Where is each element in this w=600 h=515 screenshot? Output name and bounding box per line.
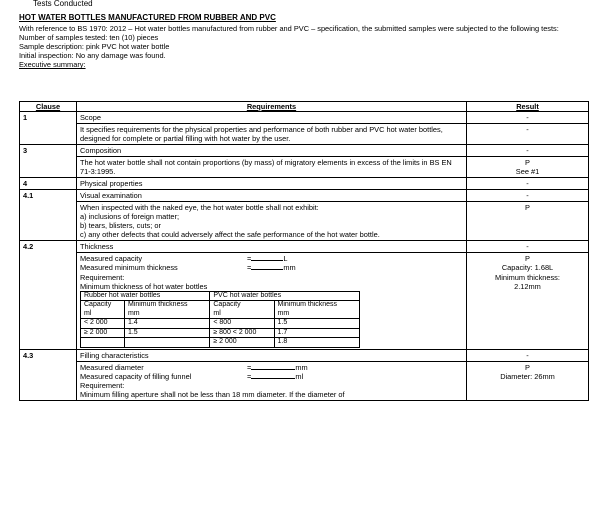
measured-diameter-line [80, 363, 463, 372]
measured-thickness-label: Measured minimum thickness [80, 263, 178, 273]
clause-cell: 1 [20, 112, 77, 145]
result-cell: - [467, 349, 589, 361]
result-cell [467, 253, 589, 349]
result-thickness-label: Minimum thickness: [495, 272, 560, 282]
table-row [20, 253, 589, 349]
table-cell: 1.5 [274, 319, 359, 329]
table-cell: ≥ 2 000 [210, 338, 274, 348]
unit-label: ml [295, 371, 304, 381]
clause-cell: 4.2 [20, 241, 77, 349]
table-cell: < 800 [210, 319, 274, 329]
visual-item-a: a) inclusions of foreign matter; [80, 212, 179, 222]
clause-cell: 4.1 [20, 190, 77, 241]
capacity-col-header [81, 301, 125, 319]
requirement-heading: Scope [77, 112, 467, 124]
table-cell: 1.7 [274, 328, 359, 338]
measured-diameter-label: Measured diameter [80, 362, 144, 372]
equals-sign: = [247, 371, 252, 381]
table-cell [124, 338, 209, 348]
document-title: HOT WATER BOTTLES MANUFACTURED FROM RUBBER AND PVC [19, 13, 276, 22]
unit-label: L [283, 254, 288, 264]
table-row [81, 338, 360, 348]
requirement-heading: Filling characteristics [77, 349, 467, 361]
measured-funnel-line [80, 372, 463, 381]
blank-line [251, 254, 283, 261]
thickness-table [80, 291, 360, 348]
table-row [81, 328, 360, 338]
requirement-text [77, 253, 467, 349]
visual-item-c: c) any other defects that could adversely affect the safe performance of the hot water bottle. [80, 230, 380, 240]
table-row [20, 178, 589, 190]
capacity-label: Capacity [213, 301, 241, 309]
clause-cell: 3 [20, 145, 77, 178]
result-thickness-value: 2.12mm [514, 281, 541, 291]
table-row [20, 157, 589, 178]
table-row [20, 112, 589, 124]
table-cell: 1.8 [274, 338, 359, 348]
table-row [20, 361, 589, 400]
rubber-header: Rubber hot water bottles [81, 291, 210, 301]
table-row [20, 124, 589, 145]
table-cell [81, 338, 125, 348]
measured-capacity-label: Measured capacity [80, 254, 143, 264]
thickness-label: Minimum thickness [277, 301, 338, 309]
unit-label: mm [283, 263, 296, 273]
inspection-text: Initial inspection: No any damage was found. [19, 51, 166, 61]
blank-line [251, 263, 283, 270]
requirement-label: Requirement: [80, 272, 125, 282]
requirement-heading: Composition [77, 145, 467, 157]
table-row [20, 145, 589, 157]
equals-sign: = [247, 362, 252, 372]
table-cell: ≥ 800 < 2 000 [210, 328, 274, 338]
table-row [20, 241, 589, 253]
measured-capacity-line [80, 254, 463, 263]
mm-unit: mm [127, 309, 140, 317]
table-header-row [20, 102, 589, 112]
result-pass: P [525, 158, 530, 168]
blank-line [251, 372, 295, 379]
result-capacity: Capacity: 1.68L [501, 263, 554, 273]
executive-summary-label: Executive summary: [19, 60, 86, 70]
result-cell: - [467, 190, 589, 202]
requirements-table [19, 101, 589, 401]
result-cell [467, 361, 589, 400]
table-cell: ≥ 2 000 [81, 328, 125, 338]
equals-sign: = [247, 254, 252, 264]
pvc-header: PVC hot water bottles [210, 291, 360, 301]
table-row [81, 291, 360, 301]
result-note: See #1 [515, 167, 540, 177]
table-row [20, 349, 589, 361]
measured-thickness-line [80, 263, 463, 272]
thickness-col-header [124, 301, 209, 319]
result-pass: P [525, 362, 530, 372]
measured-funnel-label: Measured capacity of filling funnel [80, 371, 192, 381]
result-pass: P [525, 254, 530, 264]
capacity-col-header [210, 301, 274, 319]
requirement-heading: Physical properties [77, 178, 467, 190]
requirement-text [77, 202, 467, 241]
requirement-label: Requirement: [80, 380, 125, 390]
result-header: Result [467, 102, 589, 112]
capacity-label: Capacity [84, 301, 112, 309]
result-cell: P [467, 202, 589, 241]
table-row [81, 319, 360, 329]
clause-cell: 4.3 [20, 349, 77, 400]
table-row [20, 202, 589, 241]
result-cell: - [467, 178, 589, 190]
clause-header: Clause [20, 102, 77, 112]
samples-text: Number of samples tested: ten (10) pieces [19, 33, 159, 43]
requirement-text: The hot water bottle shall not contain proportions (by mass) of migratory elements in excess of the limits in BS EN 71-3:1995. [77, 157, 467, 178]
requirement-text: It specifies requirements for the physical properties and performance of both rubber and PVC hot water bottles, designed for complete or partial filling with hot water by the user. [77, 124, 467, 145]
requirement-heading: Visual examination [77, 190, 467, 202]
thickness-col-header [274, 301, 359, 319]
table-cell: < 2 000 [81, 319, 125, 329]
result-cell [467, 157, 589, 178]
equals-sign: = [247, 263, 252, 273]
reference-text: With reference to BS 1970: 2012 – Hot water bottles manufactured from rubber and PVC – specification, the submitted samples were subjected to the following tests: [19, 24, 559, 33]
table-cell: 1.4 [124, 319, 209, 329]
description-text: Sample description: pink PVC hot water bottle [19, 42, 170, 52]
ml-unit: ml [84, 309, 92, 317]
ml-unit: ml [213, 309, 221, 317]
thickness-label: Minimum thickness [127, 301, 188, 309]
result-cell: - [467, 145, 589, 157]
requirement-description: Minimum thickness of hot water bottles [80, 281, 208, 291]
requirements-header: Requirements [77, 102, 467, 112]
clause-cell: 4 [20, 178, 77, 190]
table-cell: 1.5 [124, 328, 209, 338]
section-header: Tests Conducted [33, 0, 93, 8]
requirement-text [77, 361, 467, 400]
result-cell: - [467, 241, 589, 253]
requirement-description: Minimum filling aperture shall not be less than 18 mm diameter. If the diameter of [80, 389, 345, 399]
requirement-heading: Thickness [77, 241, 467, 253]
result-cell: - [467, 124, 589, 145]
result-cell: - [467, 112, 589, 124]
blank-line [251, 363, 295, 370]
visual-item-b: b) tears, blisters, cuts; or [80, 221, 161, 231]
visual-intro: When inspected with the naked eye, the hot water bottle shall not exhibit: [80, 203, 319, 213]
unit-label: mm [295, 362, 308, 372]
result-diameter: Diameter: 26mm [500, 371, 555, 381]
mm-unit: mm [277, 309, 290, 317]
table-row [20, 190, 589, 202]
intro-block [19, 24, 589, 69]
table-row [81, 301, 360, 319]
